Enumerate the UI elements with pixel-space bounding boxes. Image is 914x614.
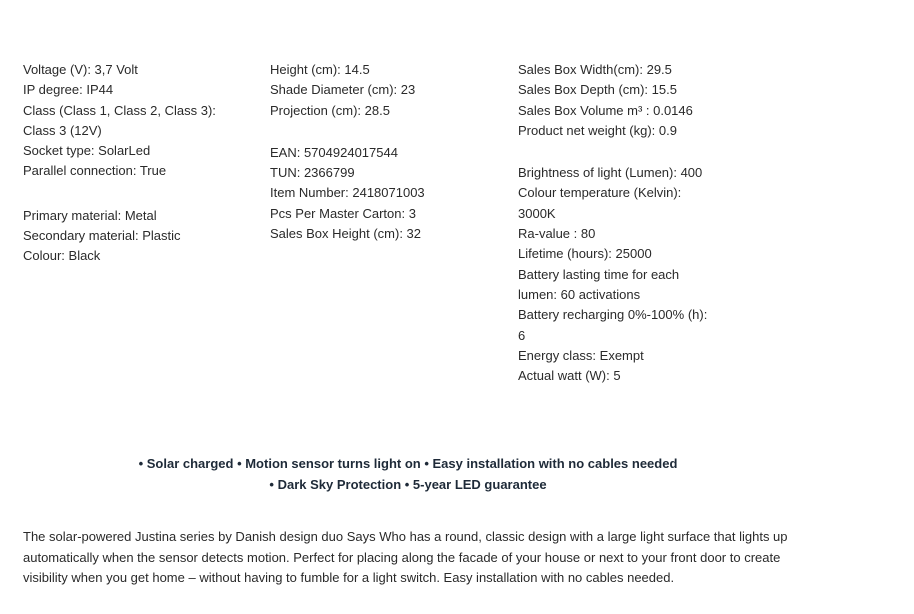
spec-class-value: Class 3 (12V): [23, 122, 102, 138]
spec-voltage: Voltage (V): 3,7 Volt: [23, 62, 138, 77]
spec-column-1: [23, 60, 253, 267]
spec-ip-degree: IP degree: IP44: [23, 82, 114, 98]
spec-socket-type: Socket type: SolarLed: [23, 143, 151, 159]
spec-brightness: Brightness of light (Lumen): 400: [518, 165, 703, 181]
spec-group-dimensions: [270, 60, 500, 121]
spec-sales-box-volume: Sales Box Volume m³ : 0.0146: [518, 102, 693, 118]
spec-colour-temperature-value: 3000K: [518, 205, 556, 221]
spec-parallel-connection: Parallel connection: True: [23, 163, 167, 179]
spec-product-net-weight: Product net weight (kg): 0.9: [518, 122, 677, 138]
product-description: The solar-powered Justina series by Danish design duo Says Who has a round, classic design with a large light surface that lights up automatically when the sensor detects motion. Perfect for placing along the facade of your house or next to your front door to create visibility when you get home – without having to fumble for a light switch. Easy installation with no cables needed.: [23, 529, 788, 585]
spec-height: Height (cm): 14.5: [270, 62, 370, 77]
spec-group-packaging: [518, 60, 723, 141]
spec-group-light: [518, 163, 723, 386]
spec-colour-temperature-label: Colour temperature (Kelvin):: [518, 185, 682, 201]
spec-ean: EAN: 5704924017544: [270, 144, 398, 160]
spec-sales-box-width: Sales Box Width(cm): 29.5: [518, 62, 672, 77]
spec-energy-class: Energy class: Exempt: [518, 347, 644, 363]
spec-group-electrical: [23, 60, 253, 182]
spec-primary-material: Primary material: Metal: [23, 207, 157, 223]
spacer: [23, 182, 253, 206]
spacer: [518, 141, 723, 163]
spec-colour: Colour: Black: [23, 248, 101, 264]
spec-ra-value: Ra-value : 80: [518, 226, 596, 242]
spec-sales-box-depth: Sales Box Depth (cm): 15.5: [518, 82, 677, 98]
spec-group-identifiers: [270, 143, 500, 244]
feature-row-2: • Dark Sky Protection • 5-year LED guarantee: [269, 477, 547, 492]
spec-actual-watt: Actual watt (W): 5: [518, 368, 621, 384]
spec-lifetime: Lifetime (hours): 25000: [518, 246, 652, 262]
spec-battery-recharging-label: Battery recharging 0%-100% (h):: [518, 307, 708, 323]
feature-row-1: • Solar charged • Motion sensor turns light on • Easy installation with no cables needed: [138, 456, 678, 471]
spec-battery-recharging-value: 6: [518, 327, 526, 343]
spec-column-3: [518, 60, 723, 386]
spec-secondary-material: Secondary material: Plastic: [23, 228, 181, 244]
spec-group-material: [23, 206, 253, 267]
spec-sales-box-height: Sales Box Height (cm): 32: [270, 226, 422, 242]
spacer: [270, 121, 500, 143]
feature-highlights: [0, 453, 816, 495]
spec-tun: TUN: 2366799: [270, 165, 355, 181]
spec-class-label: Class (Class 1, Class 2, Class 3):: [23, 102, 216, 118]
spec-battery-lasting-label: Battery lasting time for each: [518, 266, 680, 282]
spec-pcs-per-master-carton: Pcs Per Master Carton: 3: [270, 205, 416, 221]
spec-item-number: Item Number: 2418071003: [270, 185, 425, 201]
spec-projection: Projection (cm): 28.5: [270, 102, 390, 118]
spec-column-2: [270, 60, 500, 244]
spec-battery-lasting-value: lumen: 60 activations: [518, 286, 641, 302]
spec-shade-diameter: Shade Diameter (cm): 23: [270, 82, 416, 98]
